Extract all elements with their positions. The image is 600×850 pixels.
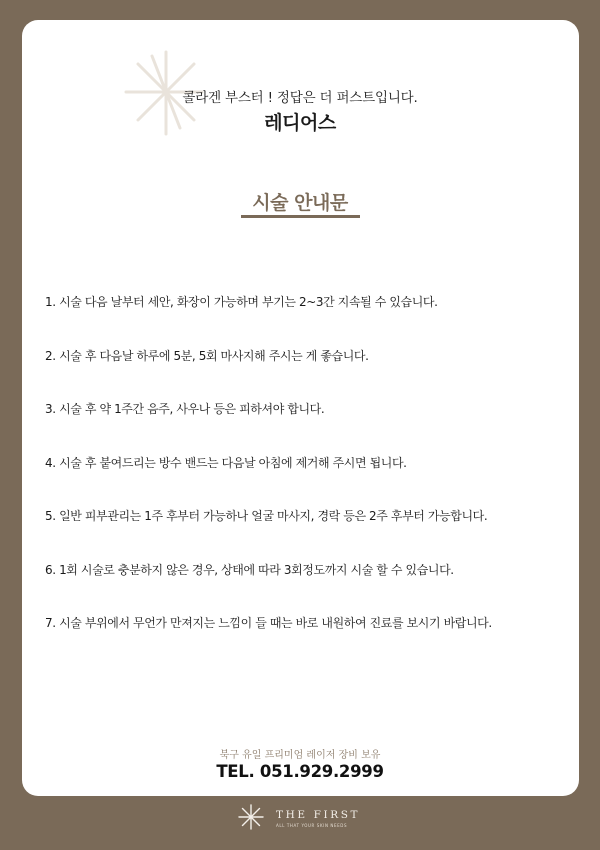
clinic-note: 북구 유일 프리미엄 레이저 장비 보유 <box>219 750 381 761</box>
instruction-item: 6. 1회 시술로 충분하지 않은 경우, 상태에 따라 3회정도까지 시술 할 수 있습니다. <box>45 562 454 577</box>
footer-slogan: ALL THAT YOUR SKIN NEEDS <box>276 823 348 828</box>
footer-logo <box>238 804 368 834</box>
instruction-item: 5. 일반 피부관리는 1주 후부터 가능하나 얼굴 마사지, 경락 등은 2주 후부터 가능합니다. <box>45 509 488 523</box>
tagline: 콜라겐 부스터 ! 정답은 더 퍼스트입니다. <box>182 90 418 106</box>
instruction-item: 2. 시술 후 다음날 하루에 5분, 5회 마사지해 주시는 게 좋습니다. <box>45 348 369 363</box>
logo-burst-icon <box>238 804 264 830</box>
instruction-list <box>45 292 565 667</box>
phone-number: TEL. 051.929.2999 <box>216 762 384 781</box>
instruction-item: 4. 시술 후 붙여드리는 방수 밴드는 다음날 아침에 제거해 주시면 됩니다. <box>45 455 407 470</box>
title-underline <box>241 215 360 218</box>
instruction-item: 7. 시술 부위에서 무언가 만져지는 느낌이 들 때는 바로 내원하여 진료를 보시기 바랍니다. <box>45 616 492 630</box>
instruction-item: 1. 시술 다음 날부터 세안, 화장이 가능하며 부기는 2~3간 지속될 수 있습니다. <box>45 295 438 309</box>
footer-brand: THE FIRST <box>276 809 361 821</box>
treatment-name: 레디어스 <box>264 112 336 134</box>
guide-title: 시술 안내문 <box>252 192 348 214</box>
instruction-item: 3. 시술 후 약 1주간 음주, 사우나 등은 피하셔야 합니다. <box>45 402 325 416</box>
